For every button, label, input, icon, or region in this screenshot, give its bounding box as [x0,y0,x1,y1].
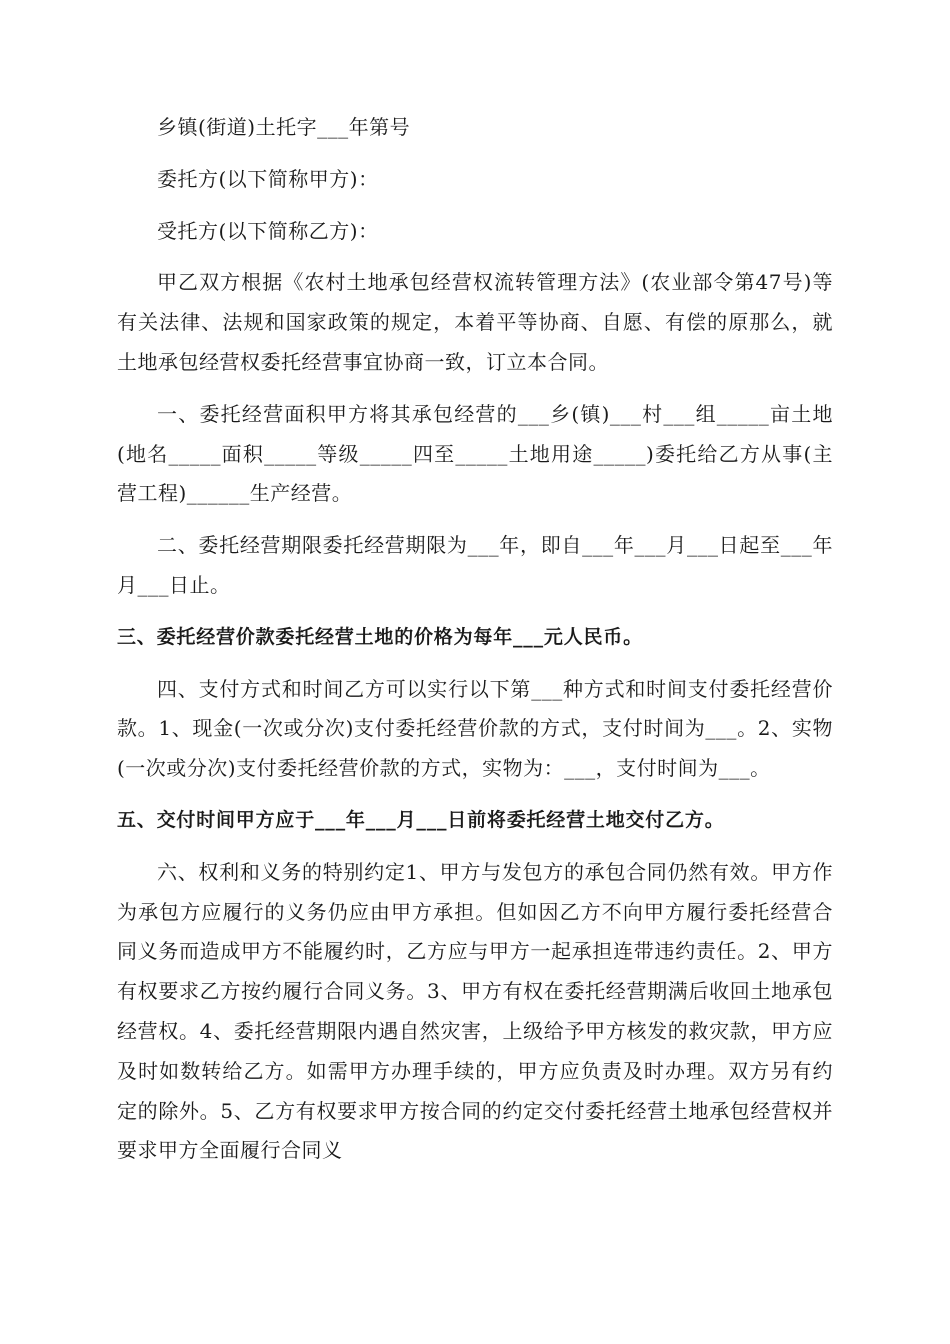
clause-2-term: 二、委托经营期限委托经营期限为___年，即自___年___月___日起至___年月___日止。 [117,533,833,597]
clause-5-delivery: 五、交付时间甲方应于___年___月___日前将委托经营土地交付乙方。 [117,808,725,831]
party-b-line: 受托方(以下简称乙方)： [157,218,379,243]
clause-4-payment: 四、支付方式和时间乙方可以实行以下第___种方式和时间支付委托经营价款。1、现金(一次或分次)支付委托经营价款的方式，支付时间为___。2、实物(一次或分次)支付委托经营价款的方式，实物为：___，支付时间为___。 [117,676,833,781]
contract-page [117,108,833,1183]
clause-3-price: 三、委托经营价款委托经营土地的价格为每年___元人民币。 [117,625,643,648]
document-number: 乡镇(街道)土托字___年第号 [157,115,411,139]
party-a-line: 委托方(以下简称甲方)： [157,166,379,191]
clause-1-area: 一、委托经营面积甲方将其承包经营的___乡(镇)___村___组_____亩土地(地名_____面积_____等级_____四至_____土地用途_____)委托给乙方从事(主营工程)______生产经营。 [117,401,833,506]
clause-6-rights-obligations: 六、权利和义务的特别约定1、甲方与发包方的承包合同仍然有效。甲方作为承包方应履行的义务仍应由甲方承担。但如因乙方不向甲方履行委托经营合同义务而造成甲方不能履约时，乙方应与甲方一起承担连带违约责任。2、甲方有权要求乙方按约履行合同义务。3、甲方有权在委托经营期满后收回土地承包经营权。4、委托经营期限内遇自然灾害，上级给予甲方核发的救灾款，甲方应及时如数转给乙方。如需甲方办理手续的，甲方应负责及时办理。双方另有约定的除外。5、乙方有权要求甲方按合同的约定交付委托经营土地承包经营权并要求甲方全面履行合同义 [117,859,833,1163]
preamble-paragraph: 甲乙双方根据《农村土地承包经营权流转管理方法》(农业部令第47号)等有关法律、法规和国家政策的规定，本着平等协商、自愿、有偿的原那么，就土地承包经营权委托经营事宜协商一致，订立本合同。 [117,270,833,374]
